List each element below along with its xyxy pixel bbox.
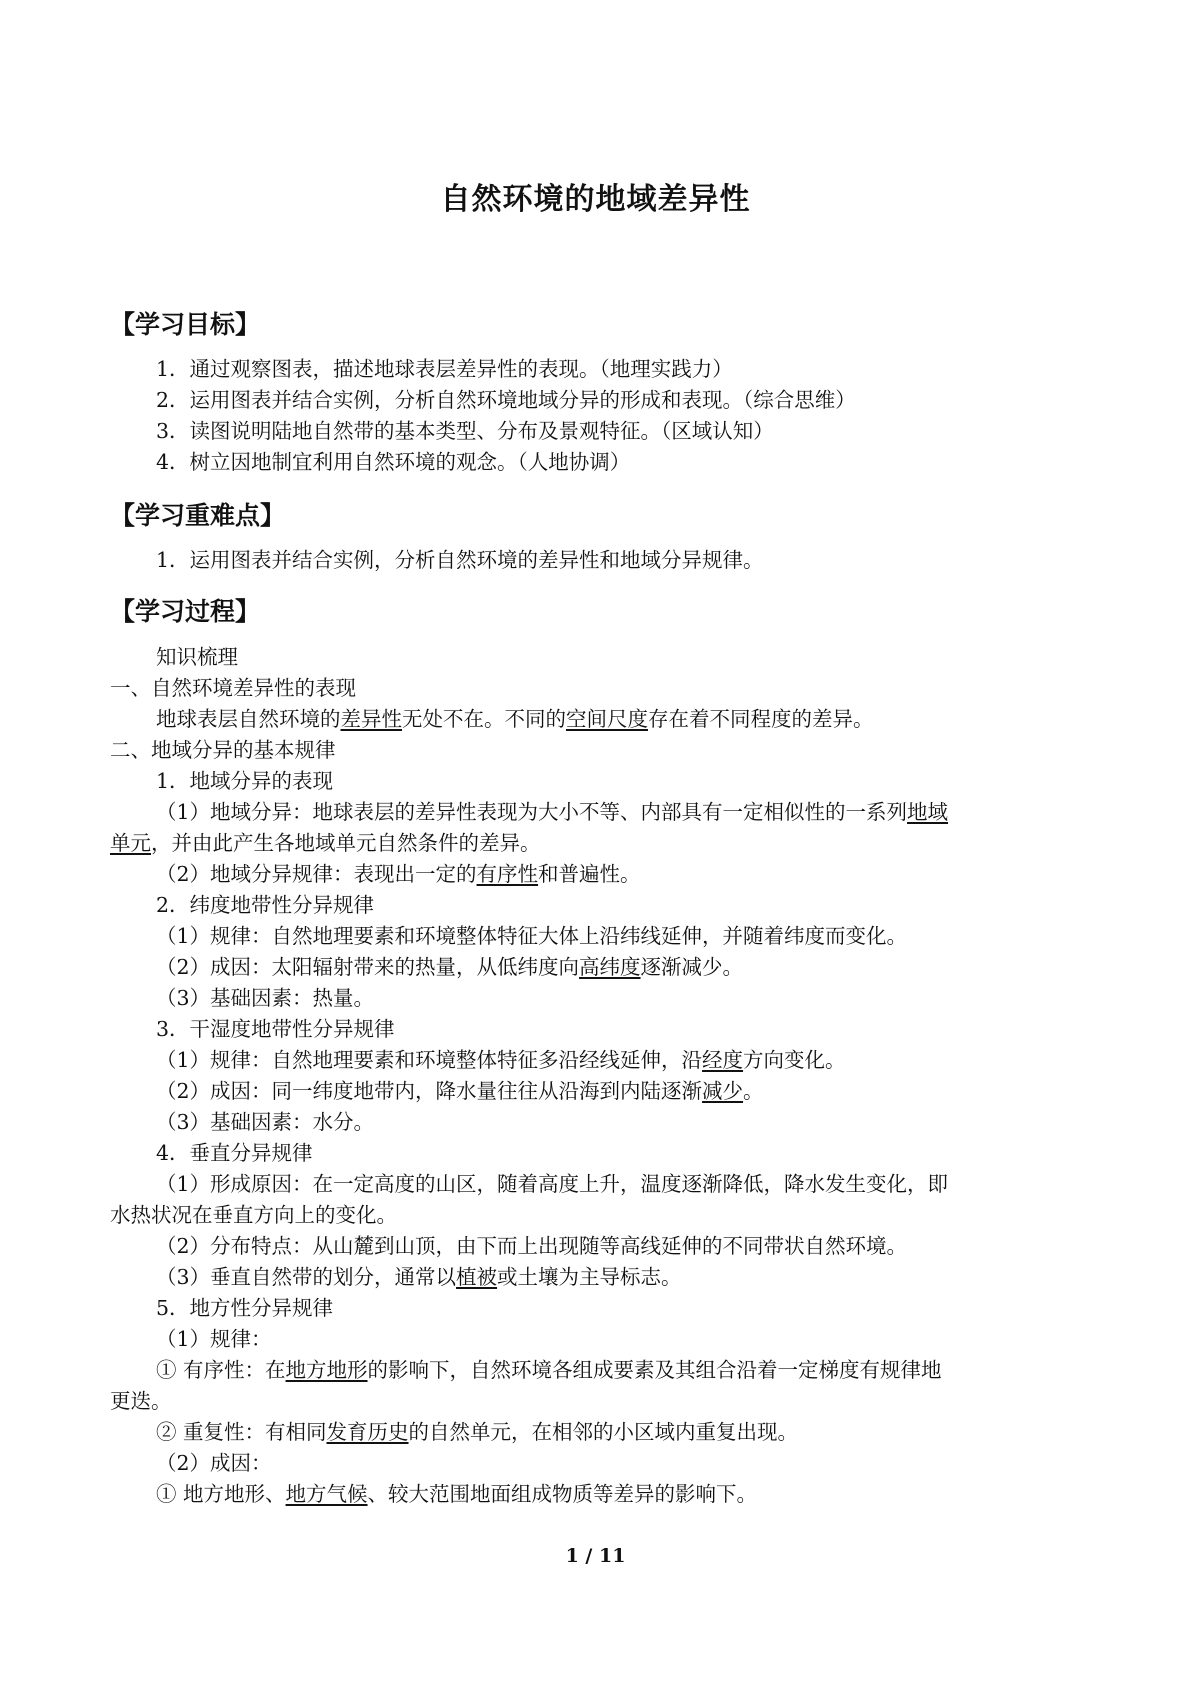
text-line: 单元，并由此产生各地域单元自然条件的差异。 xyxy=(110,831,541,855)
subsection-heading: 5．地方性分异规律 xyxy=(156,1296,334,1320)
section-two-heading: 二、地域分异的基本规律 xyxy=(110,738,336,762)
text-line: （1）规律：自然地理要素和环境整体特征多沿经线延伸，沿经度方向变化。 xyxy=(156,1048,846,1072)
process-heading: 【学习过程】 xyxy=(110,597,261,626)
text-line: ② 重复性：有相同发育历史的自然单元，在相邻的小区域内重复出现。 xyxy=(156,1420,799,1444)
section-one-heading: 一、自然环境差异性的表现 xyxy=(110,676,356,700)
text-line: 水热状况在垂直方向上的变化。 xyxy=(110,1203,397,1227)
text-line: （1）地域分异：地球表层的差异性表现为大小不等、内部具有一定相似性的一系列地域 xyxy=(156,800,949,824)
text-line: （1）规律： xyxy=(156,1327,272,1351)
goal-item-3: 3．读图说明陆地自然带的基本类型、分布及景观特征。（区域认知） xyxy=(156,419,774,443)
subsection-heading: 4．垂直分异规律 xyxy=(156,1141,313,1165)
goal-item-2: 2．运用图表并结合实例，分析自然环境地域分异的形成和表现。（综合思维） xyxy=(156,388,856,412)
text-line: （2）成因：太阳辐射带来的热量，从低纬度向高纬度逐渐减少。 xyxy=(156,955,744,979)
goal-item-4: 4．树立因地制宜利用自然环境的观念。（人地协调） xyxy=(156,450,631,474)
text-line: 更迭。 xyxy=(110,1389,172,1413)
goals-heading: 【学习目标】 xyxy=(110,310,261,339)
text-line: （2）地域分异规律：表现出一定的有序性和普遍性。 xyxy=(156,862,641,886)
page-title: 自然环境的地域差异性 xyxy=(440,182,751,217)
text-line: （1）规律：自然地理要素和环境整体特征大体上沿纬线延伸，并随着纬度而变化。 xyxy=(156,924,908,948)
text-line: （2）成因： xyxy=(156,1451,272,1475)
text-line: ① 地方地形、地方气候、较大范围地面组成物质等差异的影响下。 xyxy=(156,1482,758,1506)
subsection-heading: 3．干湿度地带性分异规律 xyxy=(156,1017,395,1041)
knowledge-label: 知识梳理 xyxy=(156,645,238,669)
text-line: （3）基础因素：热量。 xyxy=(156,986,375,1010)
key-item-1: 1．运用图表并结合实例，分析自然环境的差异性和地域分异规律。 xyxy=(156,548,764,572)
text-line: ① 有序性：在地方地形的影响下，自然环境各组成要素及其组合沿着一定梯度有规律地 xyxy=(156,1358,942,1382)
subsection-heading: 2．纬度地带性分异规律 xyxy=(156,893,375,917)
text-line: （1）形成原因：在一定高度的山区，随着高度上升，温度逐渐降低，降水发生变化，即 xyxy=(156,1172,949,1196)
page-number: 1 / 11 xyxy=(565,1545,626,1567)
text-line: 地球表层自然环境的差异性无处不在。不同的空间尺度存在着不同程度的差异。 xyxy=(156,707,874,731)
subsection-heading: 1．地域分异的表现 xyxy=(156,769,334,793)
text-line: （2）分布特点：从山麓到山顶，由下而上出现随等高线延伸的不同带状自然环境。 xyxy=(156,1234,908,1258)
goal-item-1: 1．通过观察图表，描述地球表层差异性的表现。（地理实践力） xyxy=(156,357,733,381)
key-heading: 【学习重难点】 xyxy=(110,501,286,530)
text-line: （3）垂直自然带的划分，通常以植被或土壤为主导标志。 xyxy=(156,1265,682,1289)
text-line: （2）成因：同一纬度地带内，降水量往往从沿海到内陆逐渐减少。 xyxy=(156,1079,764,1103)
text-line: （3）基础因素：水分。 xyxy=(156,1110,375,1134)
